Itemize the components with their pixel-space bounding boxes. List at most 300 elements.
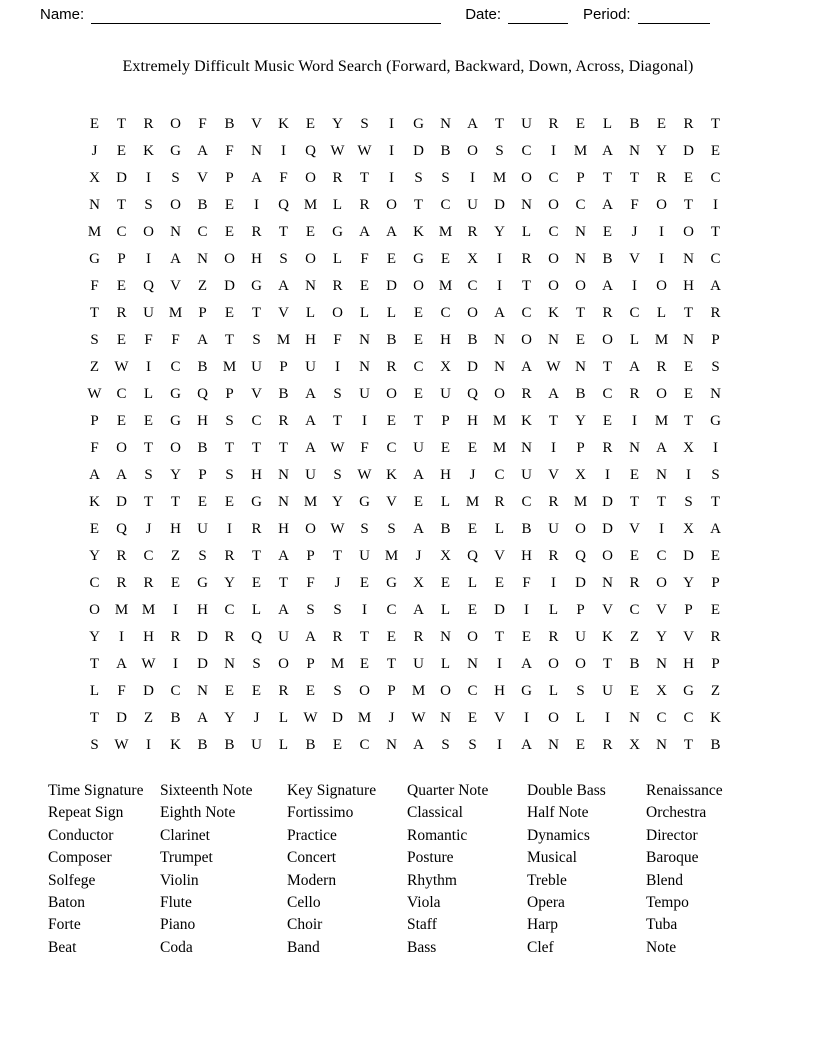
grid-letter: E [116,413,127,429]
grid-letter: U [521,467,532,483]
grid-letter: C [224,602,235,618]
grid-letter: H [278,521,289,537]
grid-letter: C [413,359,424,375]
grid-letter: M [276,332,291,348]
grid-letter: T [251,548,262,564]
grid-letter: D [332,710,343,726]
grid-letter: M [438,224,453,240]
grid-letter: I [227,521,232,537]
grid-letter: E [332,737,343,753]
grid-letter: U [440,386,451,402]
word-item: Key Signature [287,782,377,799]
grid-letter: E [116,143,127,159]
grid-letter: A [548,386,559,402]
word-item: Cello [287,894,321,912]
word-item: Conductor [48,826,114,844]
grid-letter: L [575,710,586,726]
grid-letter: G [521,683,532,699]
grid-letter: E [683,359,694,375]
word-item: Violin [160,871,199,889]
grid-letter: I [632,413,637,429]
grid-letter: S [144,467,153,483]
grid-letter: C [683,710,694,726]
grid-letter: I [497,656,502,672]
grid-letter: E [710,143,721,159]
grid-letter: E [305,116,316,132]
grid-letter: S [711,359,720,375]
grid-letter: E [467,521,478,537]
grid-letter: N [629,710,640,726]
grid-letter: T [548,413,559,429]
grid-letter: E [224,494,235,510]
word-item: Time Signature [48,782,144,799]
grid-letter: E [413,305,424,321]
grid-letter: O [305,521,316,537]
period-blank-line [638,7,710,24]
grid-letter: G [251,494,262,510]
grid-letter: N [305,278,316,294]
grid-letter: N [575,251,586,267]
grid-letter: C [521,494,532,510]
grid-letter: W [303,710,318,726]
grid-letter: T [683,197,694,213]
grid-letter: U [143,305,154,321]
grid-letter: B [710,737,721,753]
grid-letter: U [413,440,424,456]
grid-letter: Y [494,224,505,240]
grid-letter: R [332,278,343,294]
grid-letter: L [629,332,640,348]
grid-letter: S [360,521,369,537]
grid-letter: E [305,683,316,699]
grid-letter: B [170,710,181,726]
grid-letter: O [467,305,478,321]
grid-letter: C [143,548,154,564]
word-item: Opera [527,894,565,912]
grid-letter: E [116,278,127,294]
grid-letter: E [386,413,397,429]
grid-letter: A [197,332,208,348]
grid-letter: P [576,602,585,618]
grid-letter: X [575,467,586,483]
grid-letter: M [492,413,507,429]
grid-letter: B [602,251,613,267]
grid-letter: X [683,521,694,537]
grid-letter: J [253,710,260,726]
grid-letter: K [710,710,721,726]
grid-letter: B [386,332,397,348]
grid-letter: N [656,467,667,483]
grid-letter: I [173,656,178,672]
grid-letter: I [713,440,718,456]
grid-letter: Q [116,521,127,537]
grid-letter: T [602,170,613,186]
grid-letter: L [332,197,343,213]
grid-letter: X [467,251,478,267]
grid-letter: S [441,170,450,186]
grid-letter: M [573,143,588,159]
word-item: Composer [48,849,112,867]
grid-letter: U [251,737,262,753]
grid-letter: I [389,170,394,186]
grid-letter: A [89,467,100,483]
grid-letter: S [333,602,342,618]
grid-letter: B [305,737,316,753]
grid-letter: O [683,224,694,240]
word-item: Rhythm [407,871,457,889]
grid-letter: N [629,440,640,456]
grid-letter: N [278,494,289,510]
grid-letter: E [359,656,370,672]
grid-letter: G [170,386,181,402]
grid-letter: N [386,737,397,753]
grid-letter: B [224,737,235,753]
grid-letter: M [654,332,669,348]
word-item: Clarinet [160,826,210,844]
grid-letter: L [467,575,478,591]
grid-letter: C [440,305,451,321]
word-item: Eighth Note [160,804,236,822]
grid-letter: O [440,683,451,699]
grid-letter: E [575,737,586,753]
word-item: Band [287,938,320,956]
grid-letter: O [548,710,559,726]
grid-letter: T [710,116,721,132]
grid-letter: B [224,116,235,132]
grid-letter: O [467,629,478,645]
grid-letter: L [521,224,532,240]
grid-letter: R [521,251,532,267]
grid-letter: C [170,683,181,699]
grid-letter: S [495,143,504,159]
grid-letter: I [605,710,610,726]
grid-letter: O [521,170,532,186]
grid-letter: T [602,359,613,375]
grid-letter: R [602,305,613,321]
grid-letter: Z [143,710,154,726]
grid-letter: O [548,656,559,672]
grid-letter: S [90,332,99,348]
word-item: Romantic [407,826,468,844]
grid-letter: A [413,602,424,618]
word-item: Tempo [646,894,689,912]
date-blank-line [508,7,568,24]
grid-letter: Y [224,710,235,726]
grid-letter: X [683,440,694,456]
grid-letter: O [548,197,559,213]
grid-letter: E [89,116,100,132]
grid-letter: T [116,116,127,132]
grid-letter: T [143,494,154,510]
word-list [48,780,776,959]
grid-letter: P [576,440,585,456]
grid-letter: M [411,683,426,699]
grid-letter: G [683,683,694,699]
grid-letter: A [305,440,316,456]
grid-letter: L [548,683,559,699]
grid-letter: H [440,332,451,348]
grid-letter: A [278,602,289,618]
grid-letter: O [656,575,667,591]
grid-letter: I [497,251,502,267]
grid-letter: T [170,494,181,510]
grid-letter: E [224,305,235,321]
grid-letter: T [89,305,100,321]
grid-letter: H [251,467,262,483]
grid-letter: T [278,224,289,240]
name-blank-line [91,7,441,24]
grid-letter: L [305,305,316,321]
grid-letter: D [575,575,586,591]
grid-letter: B [629,116,640,132]
grid-letter: P [441,413,450,429]
grid-letter: H [494,683,505,699]
grid-letter: I [605,467,610,483]
grid-letter: A [710,278,721,294]
grid-letter: I [389,116,394,132]
grid-letter: H [170,521,181,537]
grid-letter: T [251,440,262,456]
grid-letter: S [333,683,342,699]
grid-letter: M [492,170,507,186]
grid-letter: Z [629,629,640,645]
grid-letter: I [659,251,664,267]
grid-letter: R [602,440,613,456]
grid-letter: F [90,278,99,294]
grid-letter: T [710,224,721,240]
grid-letter: R [143,116,154,132]
grid-letter: T [224,332,235,348]
puzzle-title: Extremely Difficult Music Word Search (Forward, Backward, Down, Across, Diagonal) [122,58,694,75]
grid-letter: V [251,386,262,402]
grid-letter: A [305,386,316,402]
word-item: Bass [407,938,437,956]
grid-letter: E [494,575,505,591]
grid-letter: T [521,278,532,294]
grid-letter: M [303,494,318,510]
grid-letter: O [494,386,505,402]
grid-letter: O [332,305,343,321]
word-item: Sixteenth Note [160,782,253,799]
grid-letter: N [656,737,667,753]
grid-letter: P [198,467,207,483]
grid-letter: T [386,656,397,672]
word-list-column [527,780,646,959]
grid-letter: F [225,143,234,159]
grid-letter: I [632,278,637,294]
grid-letter: S [360,116,369,132]
grid-letter: E [305,224,316,240]
grid-letter: N [197,251,208,267]
grid-letter: D [116,494,127,510]
grid-letter: V [170,278,181,294]
grid-letter: I [362,602,367,618]
grid-letter: Y [332,116,343,132]
grid-letter: T [683,413,694,429]
grid-letter: U [197,521,208,537]
grid-letter: F [306,575,315,591]
grid-letter: S [306,602,315,618]
grid-letter: L [440,494,451,510]
word-list-column [646,780,776,959]
word-item: Trumpet [160,849,213,867]
grid-letter: A [413,467,424,483]
grid-letter: O [89,602,100,618]
grid-letter: J [334,575,341,591]
grid-letter: R [656,170,667,186]
grid-letter: I [254,197,259,213]
grid-letter: L [494,521,505,537]
grid-letter: E [521,629,532,645]
grid-letter: I [119,629,124,645]
grid-letter: L [386,305,397,321]
word-item: Musical [527,849,577,867]
word-list-column [160,780,287,959]
grid-letter: C [602,386,613,402]
grid-letter: A [467,116,478,132]
grid-letter: N [575,359,586,375]
grid-letter: T [251,305,262,321]
grid-letter: C [386,602,397,618]
grid-letter: T [278,440,289,456]
word-item: Flute [160,894,192,912]
grid-letter: D [386,278,397,294]
word-list-column [407,780,527,959]
grid-letter: P [198,305,207,321]
grid-letter: A [521,656,532,672]
grid-letter: Y [656,629,667,645]
grid-letter: I [497,278,502,294]
grid-letter: W [411,710,426,726]
grid-letter: X [629,737,640,753]
grid-letter: G [251,278,262,294]
grid-letter: L [89,683,100,699]
grid-letter: F [360,251,369,267]
grid-letter: H [197,413,208,429]
grid-letter: X [440,359,451,375]
grid-letter: V [386,494,397,510]
grid-letter: R [143,575,154,591]
grid-letter: E [224,197,235,213]
grid-letter: H [197,602,208,618]
grid-letter: M [438,278,453,294]
grid-letter: Y [89,629,100,645]
grid-letter: T [224,440,235,456]
grid-letter: W [357,143,372,159]
grid-letter: B [467,332,478,348]
grid-letter: F [171,332,180,348]
grid-letter: G [332,224,343,240]
grid-letter: M [492,440,507,456]
grid-letter: S [414,170,423,186]
grid-letter: N [575,224,586,240]
grid-letter: N [359,332,370,348]
grid-letter: E [467,440,478,456]
grid-letter: H [683,278,694,294]
grid-letter: J [631,224,638,240]
word-item: Choir [287,916,323,934]
grid-letter: R [116,548,127,564]
grid-letter: H [305,332,316,348]
grid-letter: G [413,251,424,267]
grid-letter: E [710,548,721,564]
grid-letter: A [413,521,424,537]
word-item: Practice [287,826,337,844]
grid-letter: A [278,278,289,294]
grid-letter: F [360,440,369,456]
grid-letter: L [251,602,262,618]
word-item: Modern [287,871,337,889]
grid-letter: I [551,143,556,159]
grid-letter: A [656,440,667,456]
grid-letter: A [278,548,289,564]
word-item: Baroque [646,849,699,867]
grid-letter: L [656,305,667,321]
grid-letter: T [359,629,370,645]
grid-letter: L [440,656,451,672]
word-item: Note [646,938,677,956]
grid-letter: Q [467,548,478,564]
grid-letter: T [629,494,640,510]
grid-letter: T [89,656,100,672]
grid-letter: A [251,170,262,186]
grid-letter: K [89,494,100,510]
grid-letter: B [278,386,289,402]
grid-letter: A [602,197,613,213]
grid-letter: C [116,386,127,402]
grid-letter: J [415,548,422,564]
grid-letter: I [551,440,556,456]
grid-letter: R [467,224,478,240]
grid-letter: E [251,683,262,699]
grid-letter: V [656,602,667,618]
grid-letter: E [89,521,100,537]
grid-letter: D [602,494,613,510]
grid-letter: D [224,278,235,294]
grid-letter: L [332,251,343,267]
grid-letter: P [711,656,720,672]
grid-letter: M [357,710,372,726]
grid-letter: E [251,575,262,591]
grid-letter: L [440,602,451,618]
grid-letter: N [710,386,721,402]
grid-letter: E [629,467,640,483]
grid-letter: I [281,143,286,159]
grid-letter: U [359,548,370,564]
grid-letter: E [413,386,424,402]
grid-letter: O [143,224,154,240]
grid-letter: S [144,197,153,213]
grid-letter: N [629,143,640,159]
letter-grid [81,111,729,759]
grid-letter: I [146,170,151,186]
grid-letter: U [521,116,532,132]
grid-letter: R [116,305,127,321]
grid-letter: H [683,656,694,672]
grid-letter: G [170,413,181,429]
grid-letter: A [359,224,370,240]
grid-letter: O [548,251,559,267]
grid-letter: S [225,467,234,483]
grid-letter: S [576,683,585,699]
grid-letter: I [497,737,502,753]
grid-letter: F [279,170,288,186]
grid-letter: N [683,332,694,348]
grid-letter: P [684,602,693,618]
grid-letter: U [305,359,316,375]
grid-letter: N [224,656,235,672]
grid-letter: I [659,521,664,537]
